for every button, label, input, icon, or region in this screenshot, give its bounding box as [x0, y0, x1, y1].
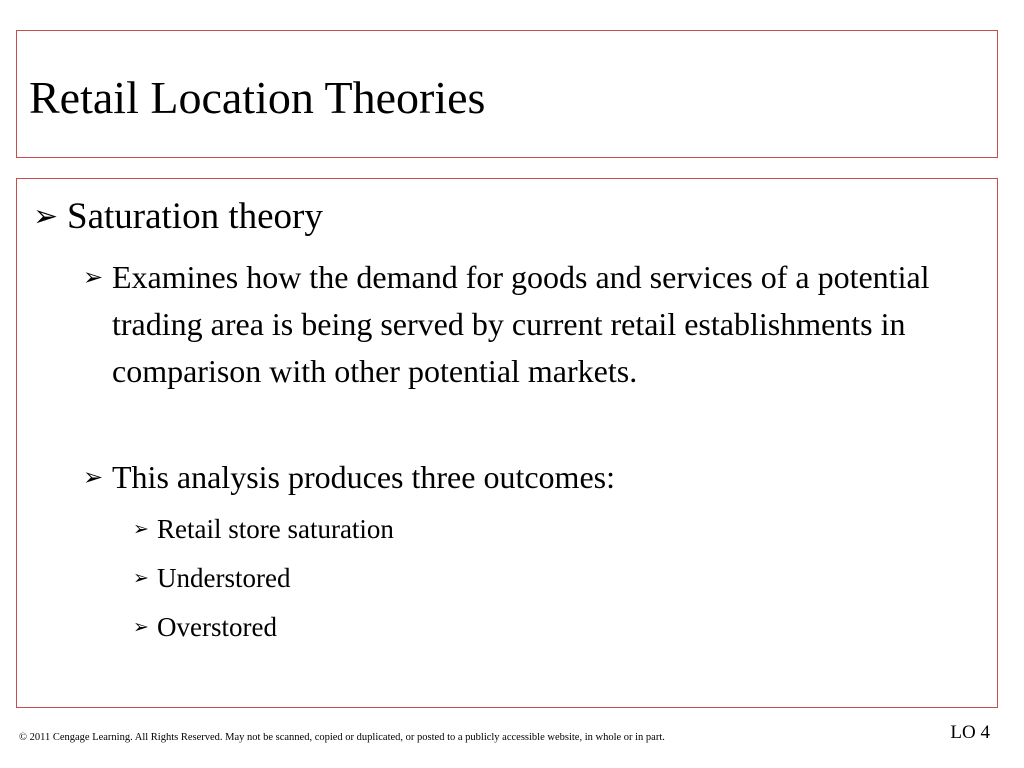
bullet-text: Retail store saturation — [157, 514, 394, 544]
bullet-text: Overstored — [157, 612, 277, 642]
title-placeholder — [16, 30, 998, 158]
arrow-bullet-icon: ➢ — [83, 263, 104, 291]
bullet-level1-saturation — [33, 197, 323, 237]
learning-objective-label: LO 4 — [950, 722, 990, 743]
bullet-text: Understored — [157, 563, 291, 593]
bullet-text: This analysis produces three outcomes: — [112, 459, 615, 495]
arrow-bullet-icon: ➢ — [133, 567, 149, 589]
bullet-level2-outcomes — [83, 454, 988, 501]
copyright-notice: © 2011 Cengage Learning. All Rights Reserved. May not be scanned, copied or duplicated, or posted to a publicly accessible website, in whole or in part. — [19, 732, 665, 743]
bullet-level3-overstored — [133, 611, 277, 643]
arrow-bullet-icon: ➢ — [33, 199, 59, 234]
slide-title: Retail Location Theories — [29, 72, 486, 123]
bullet-level2-definition — [83, 254, 988, 395]
bullet-text: Saturation theory — [67, 196, 323, 237]
arrow-bullet-icon: ➢ — [83, 463, 104, 491]
arrow-bullet-icon: ➢ — [133, 616, 149, 638]
bullet-level3-saturation — [133, 513, 394, 545]
arrow-bullet-icon: ➢ — [133, 518, 149, 540]
content-placeholder — [16, 178, 998, 708]
bullet-level3-understored — [133, 562, 290, 594]
bullet-text: Examines how the demand for goods and services of a potential trading area is being served by current retail establishments in comparison with other potential markets. — [112, 259, 930, 389]
